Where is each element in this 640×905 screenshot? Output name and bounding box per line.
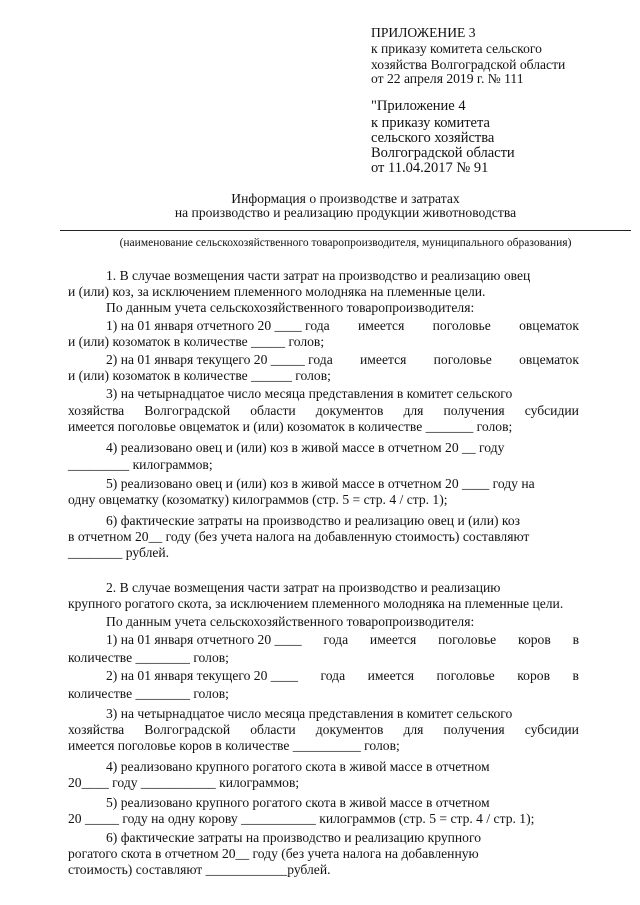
- s2-item5-line2: 20 _____ году на одну корову ___________ килограммов (стр. 5 = стр. 4 / стр. 1);: [68, 811, 535, 826]
- s2-item6-line2: рогатого скота в отчетном 20__ году (без учета налога на добавленную: [68, 846, 479, 861]
- s1-item5-line1: 5) реализовано овец и (или) коз в живой массе в отчетном 20 ____ году на: [106, 476, 535, 491]
- document-title-line2: на производство и реализацию продукции животноводства: [174, 205, 517, 220]
- s1-item6-line2: в отчетном 20__ году (без учета налога на добавленную стоимость) составляют: [68, 529, 530, 544]
- section1-intro: По данным учета сельскохозяйственного товаропроизводителя:: [106, 300, 475, 315]
- appendix3-line2: к приказу комитета сельского: [371, 41, 542, 56]
- s1-item1-line2: и (или) козоматок в количестве _____ голов;: [68, 334, 325, 349]
- s2-item3-line1: 3) на четырнадцатое число месяца представления в комитет сельского: [106, 706, 513, 721]
- appendix3-line3: хозяйства Волгоградской области: [371, 57, 566, 72]
- section1-heading: 1. В случае возмещения части затрат на производство и реализацию овец: [106, 268, 531, 283]
- s2-item1-line2: количестве ________ голов;: [68, 650, 229, 665]
- s1-item3-line3: имеется поголовье овцематок и (или) козоматок в количестве _______ голов;: [68, 419, 513, 434]
- s1-item2-line1: 2) на 01 января текущего 20 _____ года имеется поголовье овцематок: [106, 352, 579, 367]
- appendix4-line5: от 11.04.2017 № 91: [371, 160, 489, 176]
- s2-item2-line2: количестве ________ голов;: [68, 686, 229, 701]
- appendix4-title: "Приложение 4: [371, 98, 466, 114]
- section2-heading-cont: крупного рогатого скота, за исключением племенного молодняка на племенные цели.: [68, 596, 564, 611]
- s1-item2-line2: и (или) козоматок в количестве ______ голов;: [68, 368, 331, 383]
- appendix4-line4: Волгоградской области: [371, 145, 515, 161]
- s2-item4-line1: 4) реализовано крупного рогатого скота в живой массе в отчетном: [106, 759, 490, 774]
- appendix3-line4: от 22 апреля 2019 г. № 111: [371, 71, 524, 86]
- appendix3-title: ПРИЛОЖЕНИЕ 3: [371, 25, 476, 40]
- appendix4-line2: к приказу комитета: [371, 115, 490, 131]
- appendix4-line3: сельского хозяйства: [371, 130, 495, 146]
- s1-item1-line1: 1) на 01 января отчетного 20 ____ года имеется поголовье овцематок: [106, 318, 579, 333]
- s2-item6-line3: стоимость) составляют ____________рублей.: [68, 862, 331, 877]
- s2-item3-line3: имеется поголовье коров в количестве __________ голов;: [68, 738, 400, 753]
- org-name-underline: [60, 230, 631, 231]
- s1-item6-line1: 6) фактические затраты на производство и реализацию овец и (или) коз: [106, 513, 520, 528]
- s1-item6-line3: ________ рублей.: [68, 545, 170, 560]
- s2-item5-line1: 5) реализовано крупного рогатого скота в живой массе в отчетном: [106, 795, 490, 810]
- document-title-line1: Информация о производстве и затратах: [231, 191, 460, 206]
- s2-item6-line1: 6) фактические затраты на производство и реализацию крупного: [106, 830, 482, 845]
- s1-item5-line2: одну овцематку (козоматку) килограммов (стр. 5 = стр. 4 / стр. 1);: [68, 492, 448, 507]
- s2-item1-line1: 1) на 01 января отчетного 20 ____ года имеется поголовье коров в: [106, 632, 579, 647]
- s1-item3-line2: хозяйства Волгоградской области документов для получения субсидии: [68, 403, 579, 418]
- section2-heading: 2. В случае возмещения части затрат на производство и реализацию: [106, 580, 501, 595]
- s2-item3-line2: хозяйства Волгоградской области документов для получения субсидии: [68, 722, 579, 737]
- s2-item2-line1: 2) на 01 января текущего 20 ____ года имеется поголовье коров в: [106, 668, 579, 683]
- org-name-caption: (наименование сельскохозяйственного товаропроизводителя, муниципального образования): [119, 237, 572, 249]
- section2-intro: По данным учета сельскохозяйственного товаропроизводителя:: [106, 614, 475, 629]
- section1-heading-cont: и (или) коз, за исключением племенного молодняка на племенные цели.: [68, 284, 486, 299]
- s1-item4-line2: _________ килограммов;: [68, 457, 213, 472]
- s1-item4-line1: 4) реализовано овец и (или) коз в живой массе в отчетном 20 __ году: [106, 440, 505, 455]
- s2-item4-line2: 20____ году ___________ килограммов;: [68, 775, 300, 790]
- s1-item3-line1: 3) на четырнадцатое число месяца представления в комитет сельского: [106, 386, 513, 401]
